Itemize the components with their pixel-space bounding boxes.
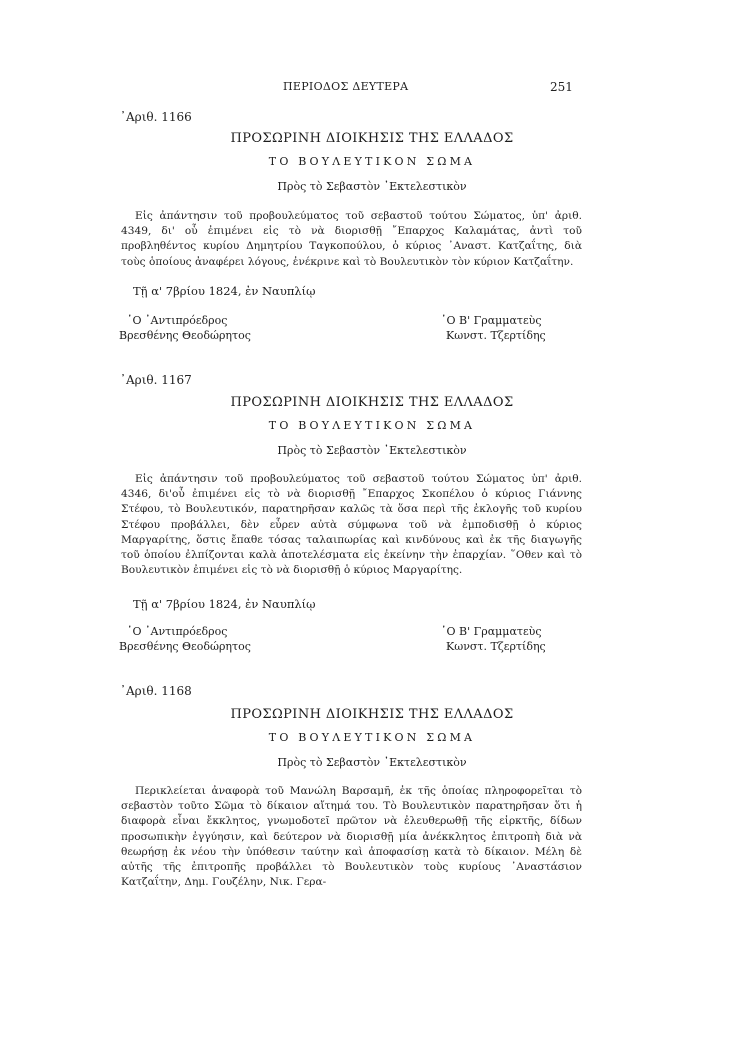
signature-secretary xyxy=(441,624,546,654)
heading-legislative-body: ΤΟ ΒΟΥΛΕΥΤΙΚΟΝ ΣΩΜΑ xyxy=(268,155,476,168)
document-number: ᾿Αριθ. 1166 xyxy=(120,110,192,124)
heading-legislative-body: ΤΟ ΒΟΥΛΕΥΤΙΚΟΝ ΣΩΜΑ xyxy=(268,731,476,744)
signature-vice-president xyxy=(119,624,251,654)
addressee-line: Πρὸς τὸ Σεβαστὸν ᾿Εκτελεστικὸν xyxy=(277,444,467,457)
document-number: ᾿Αριθ. 1167 xyxy=(120,373,192,387)
signature-vice-president xyxy=(119,313,251,343)
signature-name: Κωνστ. Τζερτίδης xyxy=(446,329,546,342)
signature-role: ῾Ο ᾿Αντιπρόεδρος xyxy=(127,625,228,638)
body-paragraph: Περικλείεται ἀναφορὰ τοῦ Μανώλη Βαρσαμῆ, ἐκ τῆς ὁποίας πληροφορεῖται τὸ σεβαστὸν τοῦτο Σῶμα τὸ δίκαιον αἴτημά του. Τὸ Βουλευτικὸν παρατηρῆσαν ὅτι ἡ διαφορὰ εἶναι ἔκκλητος, γνωμοδοτεῖ πρῶτον νὰ ἐλευθερωθῇ τῆς εἱρκτῆς, δίδων προσωπικὴν ἐγγύησιν, καὶ δεύτερον νὰ διορισθῇ μία ἀνέκκλητος ἐπιτροπὴ διὰ νὰ θεωρήσῃ ἐκ νέου τὴν ὑπόθεσιν ταύτην καὶ ἀποφασίσῃ κατὰ τὸ δίκαιον. Μέλη δὲ αὐτῆς τῆς ἐπιτροπῆς προβάλλει τὸ Βουλευτικὸν τοὺς κυρίους ᾿Αναστάσιον Κατζαΐτην, Δημ. Γουζέλην, Νικ. Γερα- xyxy=(121,785,582,889)
date-line: Τῇ α' 7βρίου 1824, ἐν Ναυπλίῳ xyxy=(133,284,316,298)
running-head xyxy=(0,80,744,98)
signature-role: ῾Ο ᾿Αντιπρόεδρος xyxy=(127,314,228,327)
body-paragraph: Εἰς ἀπάντησιν τοῦ προβουλεύματος τοῦ σεβαστοῦ τούτου Σώματος, ὑπ' ἀριθ. 4349, δι' οὗ ἐπιμένει εἰς τὸ νὰ διορισθῇ ῎Επαρχος Καλαμάτας, ἀντὶ τοῦ προβληθέντος κυρίου Δημητρίου Ταγκοπούλου, ὁ κύριος ᾿Αναστ. Κατζαΐτης, διὰ τοὺς ὁποίους ἀναφέρει λόγους, ἐνέκρινε καὶ τὸ Βουλευτικὸν τὸν κύριον Κατζαΐτην. xyxy=(121,210,582,268)
addressee-line: Πρὸς τὸ Σεβαστὸν ᾿Εκτελεστικὸν xyxy=(277,180,467,193)
heading-legislative-body: ΤΟ ΒΟΥΛΕΥΤΙΚΟΝ ΣΩΜΑ xyxy=(268,419,476,432)
body-paragraph: Εἰς ἀπάντησιν τοῦ προβουλεύματος τοῦ σεβαστοῦ τούτου Σώματος ὑπ' ἀριθ. 4346, δι'οὗ ἐπιμένει εἰς τὸ νὰ διορισθῇ ῎Επαρχος Σκοπέλου ὁ κύριος Γιάννης Στέφου, τὸ Βουλευτικόν, παρατηρῆσαν καλῶς τὰ ὅσα περὶ τῆς ἐκλογῆς τοῦ κυρίου Στέφου προβάλλει, δὲν εὗρεν αὐτὰ σύμφωνα τοῦ νὰ ἐμποδισθῇ ὁ κύριος Μαργαρίτης, ὅστις ἔπαθε τόσας ταλαιπωρίας καὶ κινδύνους καὶ ἐκ τῆς διαγωγῆς τοῦ ὁποίου ἐλπίζονται καλὰ ἀποτελέσματα εἰς ἐκείνην τὴν ἐπαρχίαν. ῞Οθεν καὶ τὸ Βουλευτικὸν ἐπιμένει εἰς τὸ νὰ διορισθῇ ὁ κύριος Μαργαρίτης. xyxy=(121,473,582,577)
signature-name: Κωνστ. Τζερτίδης xyxy=(446,640,546,653)
heading-provisional-administration: ΠΡΟΣΩΡΙΝΗ ΔΙΟΙΚΗΣΙΣ ΤΗΣ ΕΛΛΑΔΟΣ xyxy=(230,395,514,410)
date-line: Τῇ α' 7βρίου 1824, ἐν Ναυπλίῳ xyxy=(133,597,316,611)
running-title: ΠΕΡΙΟΔΟΣ ΔΕΥΤΕΡΑ xyxy=(283,80,409,93)
addressee-line: Πρὸς τὸ Σεβαστὸν ᾿Εκτελεστικὸν xyxy=(277,756,467,769)
signature-name: Βρεσθένης Θεοδώρητος xyxy=(119,640,251,653)
signature-name: Βρεσθένης Θεοδώρητος xyxy=(119,329,251,342)
page-number: 251 xyxy=(550,80,573,94)
signature-secretary xyxy=(441,313,546,343)
heading-provisional-administration: ΠΡΟΣΩΡΙΝΗ ΔΙΟΙΚΗΣΙΣ ΤΗΣ ΕΛΛΑΔΟΣ xyxy=(230,707,514,722)
document-number: ᾿Αριθ. 1168 xyxy=(120,684,192,698)
signature-role: ῾Ο Β' Γραμματεὺς xyxy=(441,625,542,638)
signature-role: ῾Ο Β' Γραμματεὺς xyxy=(441,314,542,327)
heading-provisional-administration: ΠΡΟΣΩΡΙΝΗ ΔΙΟΙΚΗΣΙΣ ΤΗΣ ΕΛΛΑΔΟΣ xyxy=(230,131,514,146)
